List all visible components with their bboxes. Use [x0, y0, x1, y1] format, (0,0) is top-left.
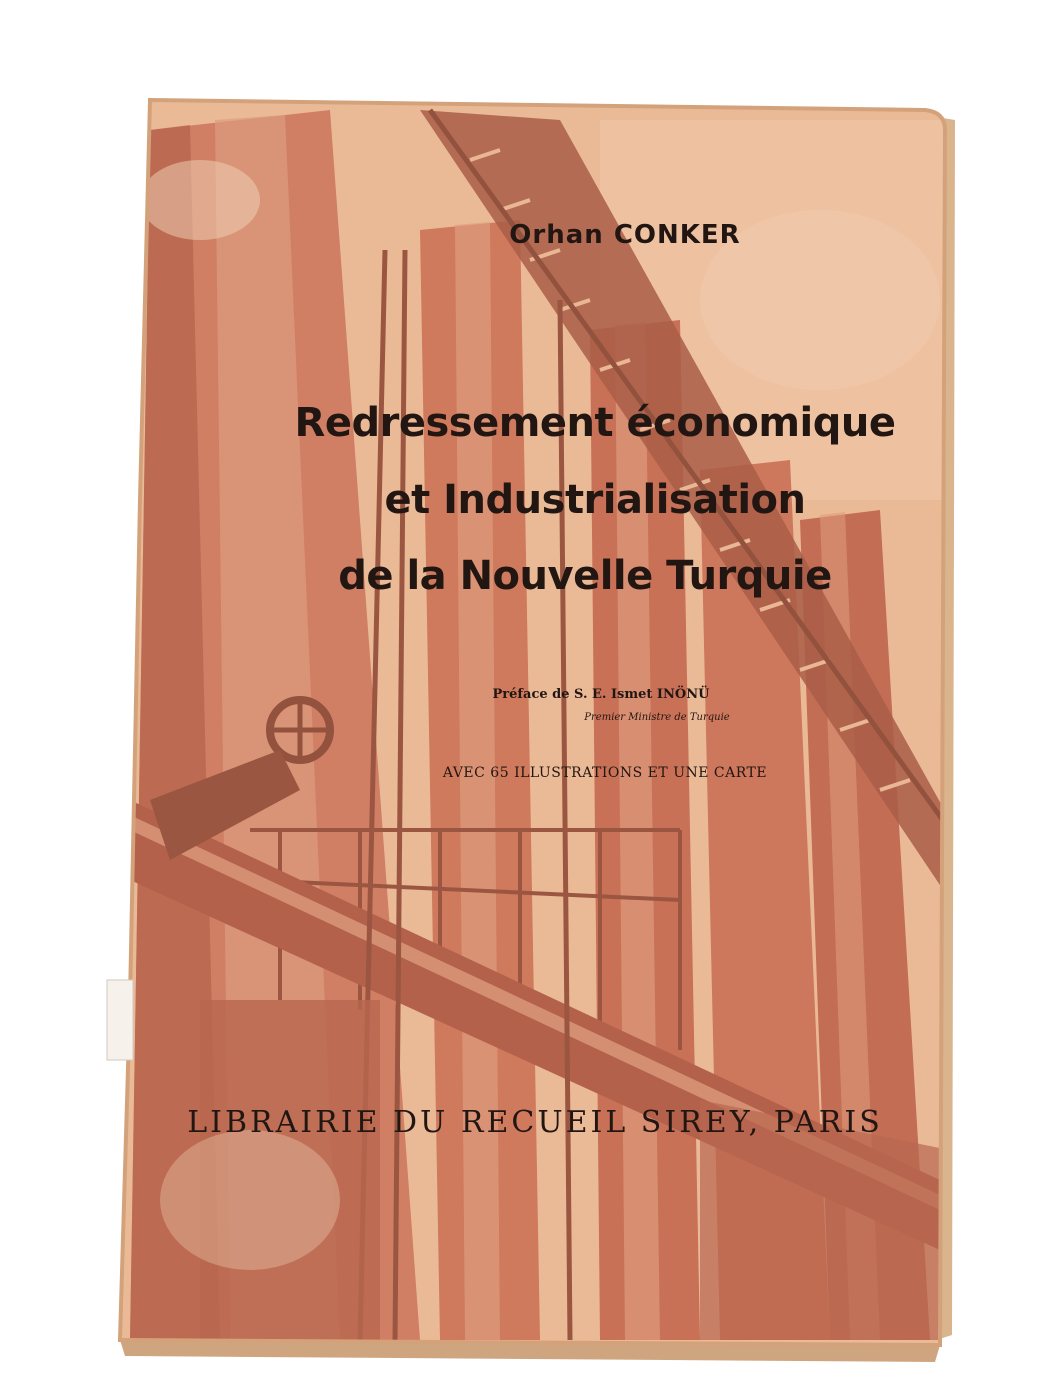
preface-credit: Préface de S. E. Ismet INÖNÜ — [492, 687, 710, 702]
title-line-3: de la Nouvelle Turquie — [338, 553, 832, 599]
author-name: Orhan CONKER — [509, 220, 741, 250]
library-label — [107, 980, 133, 1060]
industrial-photo — [100, 100, 960, 1360]
illustrations-note: AVEC 65 ILLUSTRATIONS ET UNE CARTE — [442, 765, 768, 781]
title-line-1: Redressement économique — [294, 400, 896, 446]
title-line-2: et Industrialisation — [384, 477, 806, 523]
preface-subtitle: Premier Ministre de Turquie — [584, 712, 730, 723]
publisher-name: LIBRAIRIE DU RECUEIL SIREY, PARIS — [187, 1105, 883, 1140]
